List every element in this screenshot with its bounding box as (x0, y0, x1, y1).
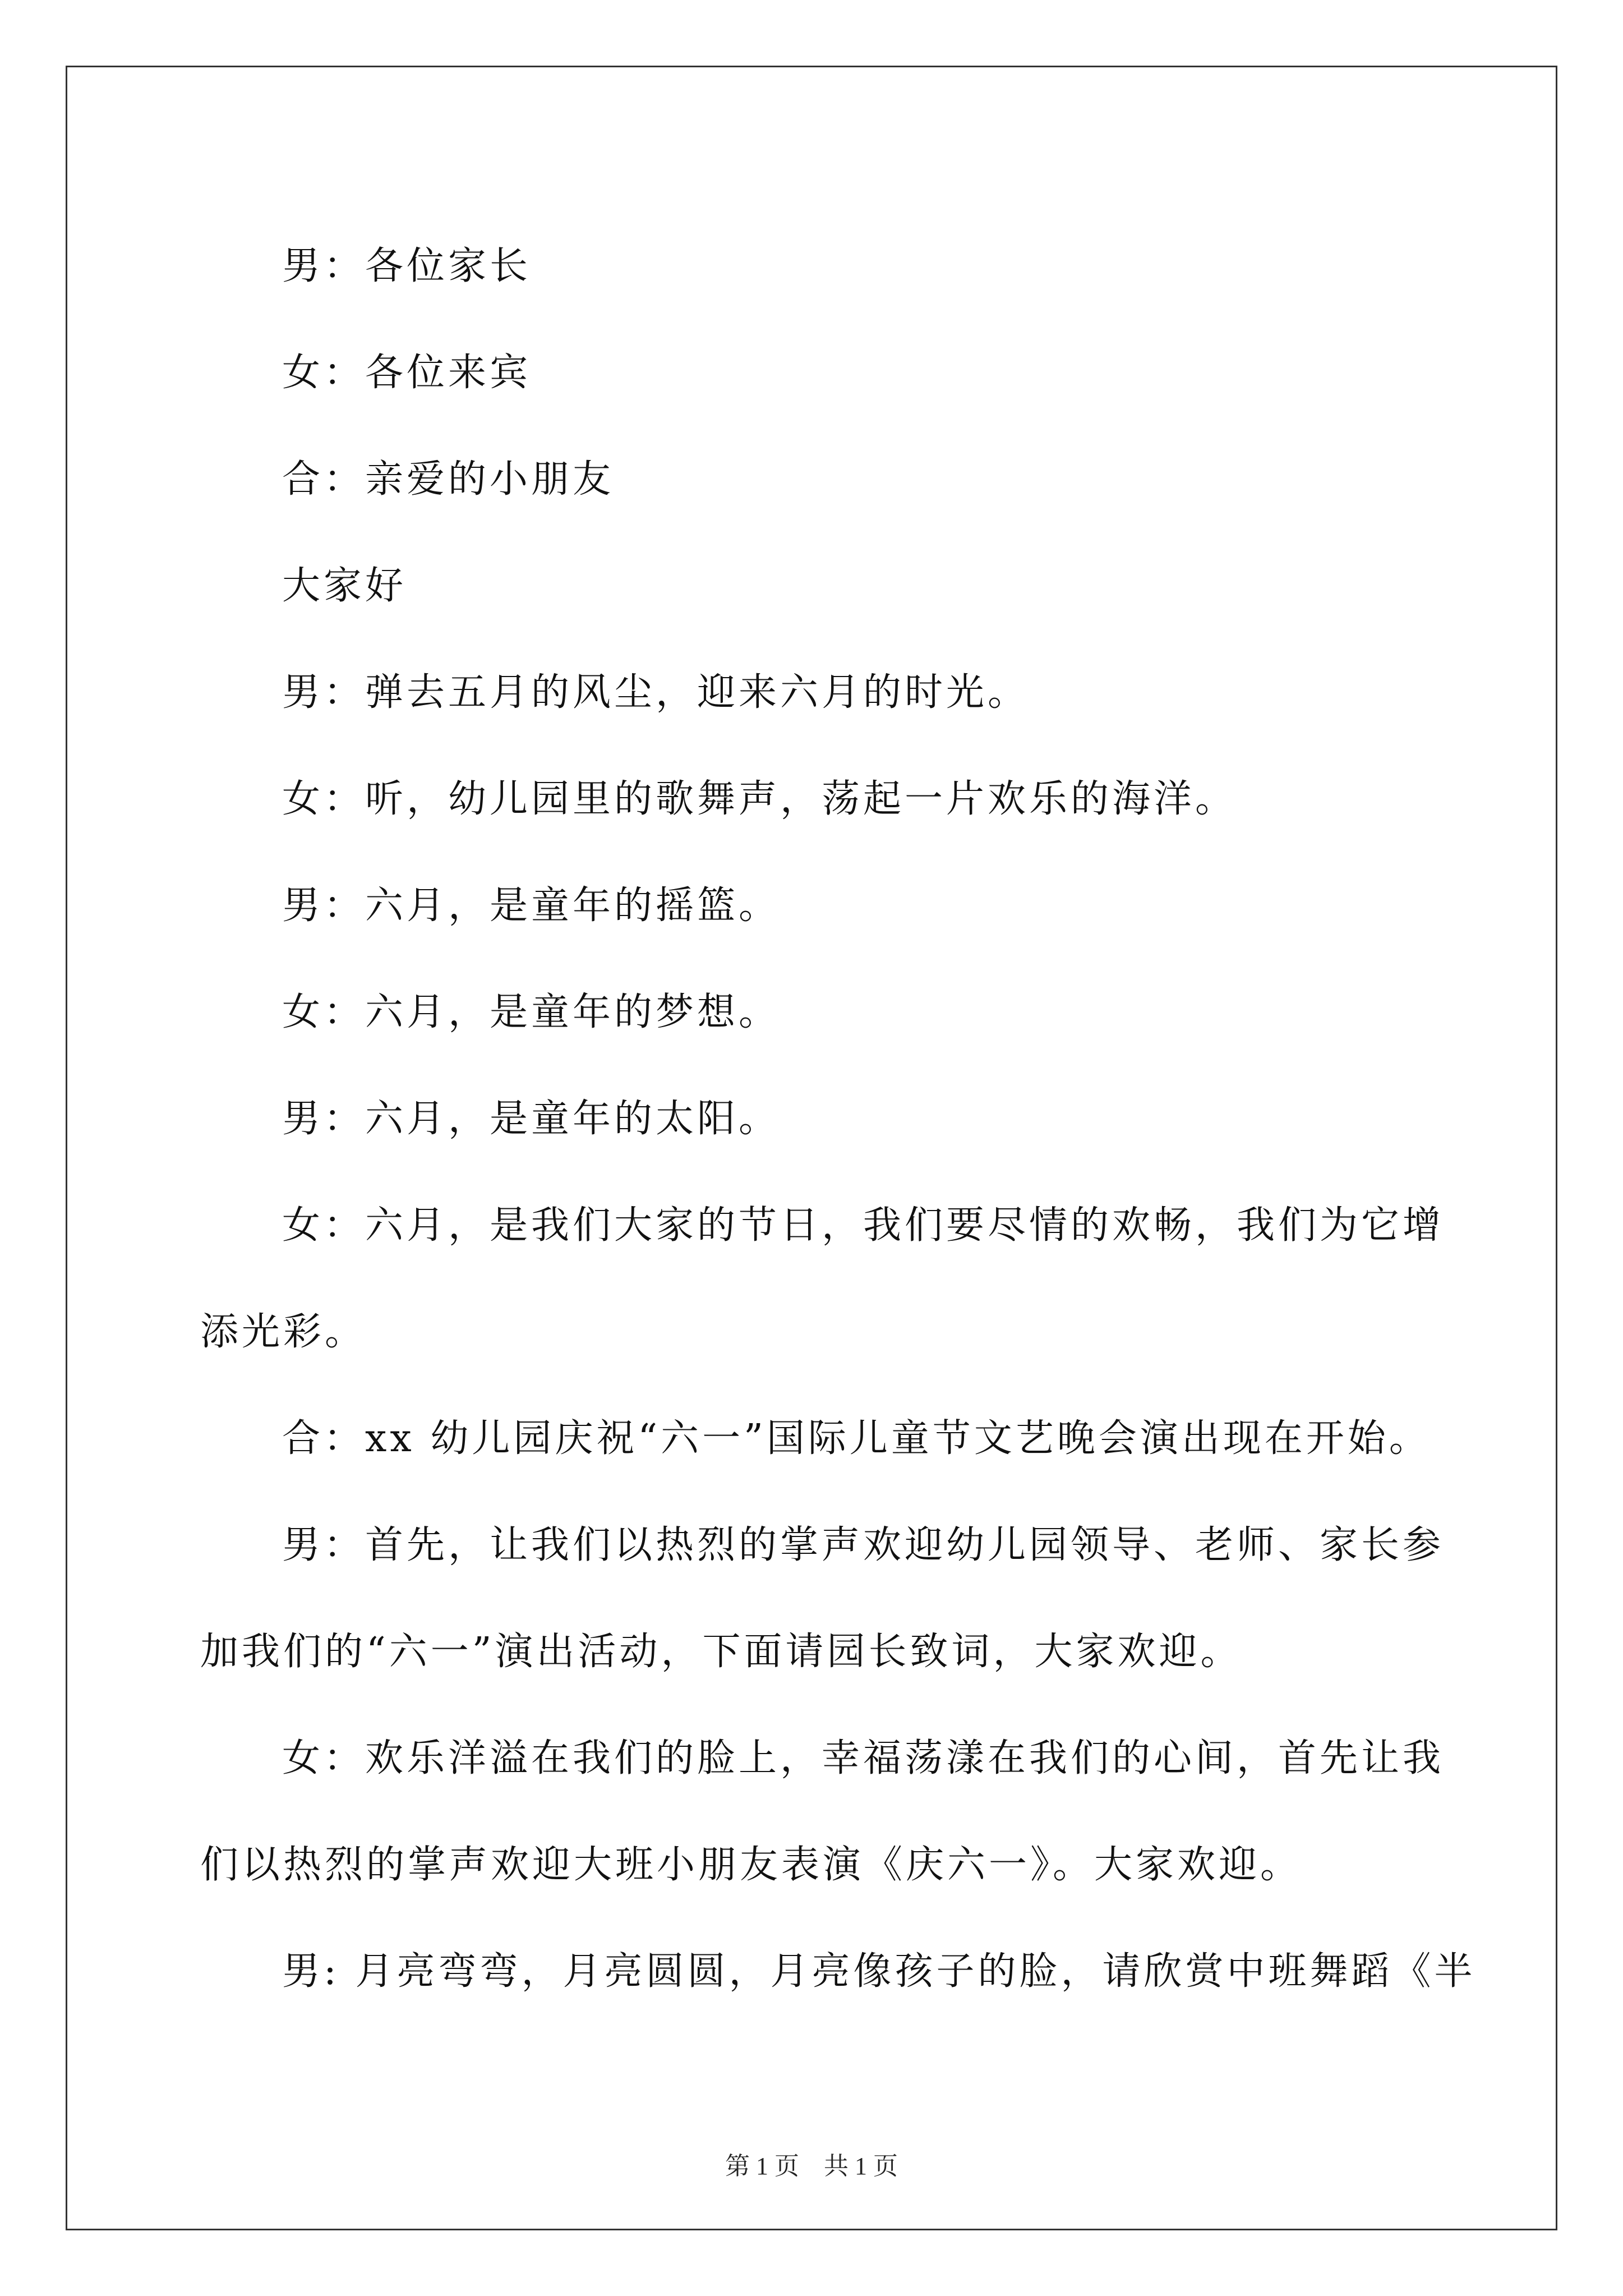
text-line: 合：亲爱的小朋友 (282, 457, 615, 501)
text-line: 男：六月，是童年的太阳。 (282, 1097, 781, 1141)
text-line: 女：各位来宾 (282, 351, 532, 395)
text-line: 男：六月，是童年的摇篮。 (282, 884, 781, 928)
text-line: 男：各位家长 (282, 244, 532, 288)
page-number-footer: 第 1 页 共 1 页 (725, 2152, 898, 2180)
text-line-continuation: 加我们的“六一”演出活动，下面请园长致词，大家欢迎。 (200, 1630, 1242, 1674)
text-line-continuation: 们以热烈的掌声欢迎大班小朋友表演《庆六一》。大家欢迎。 (200, 1843, 1302, 1887)
text-line: 女：欢乐洋溢在我们的脸上，幸福荡漾在我们的心间，首先让我 (282, 1736, 1445, 1780)
text-line: 男: 月亮弯弯，月亮圆圆，月亮像孩子的脸，请欣赏中班舞蹈《半 (282, 1949, 1476, 1994)
document-body (200, 213, 1476, 2025)
text-line: 女：听，幼儿园里的歌舞声，荡起一片欢乐的海洋。 (282, 777, 1237, 821)
text-line: 合：xx 幼儿园庆祝“六一”国际儿童节文艺晚会演出现在开始。 (282, 1416, 1431, 1461)
text-line-continuation: 添光彩。 (200, 1310, 367, 1354)
text-line: 大家好 (282, 564, 407, 608)
text-line: 男：首先，让我们以热烈的掌声欢迎幼儿园领导、老师、家长参 (282, 1523, 1445, 1567)
text-line: 男：弹去五月的风尘，迎来六月的时光。 (282, 670, 1030, 715)
script-text (200, 213, 1476, 2025)
text-line: 女：六月，是童年的梦想。 (282, 990, 781, 1034)
text-line: 女：六月，是我们大家的节日，我们要尽情的欢畅，我们为它增 (282, 1203, 1445, 1248)
